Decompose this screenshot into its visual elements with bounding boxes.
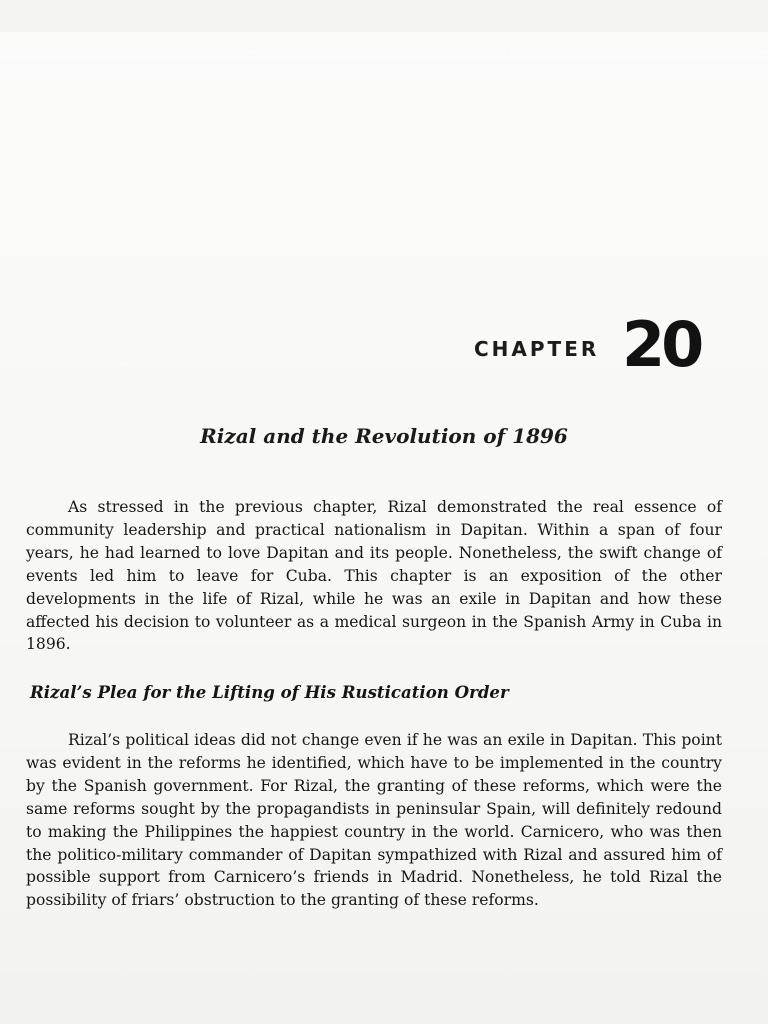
chapter-title: Rizal and the Revolution of 1896 — [200, 424, 568, 448]
chapter-number: 20 — [622, 308, 701, 381]
section-paragraph-text: Rizal’s political ideas did not change even if he was an exile in Dapitan. This point was evident in the reforms he identified, which have to be implemented in the country by the Spanish government. For Rizal, the granting of these reforms, which were the same reforms sought by the propagandists in peninsular Spain, will definitely redound to making the Philippines the happiest country in the world. Carnicero, who was then the politico-military commander of Dapitan sympathized with Rizal and assured him of possible support from Carnicero’s friends in Madrid. Nonetheless, he told Rizal the possibility of friars’ obstruction to the granting of these reforms. — [26, 731, 722, 910]
intro-paragraph — [26, 496, 722, 656]
section-heading: Rizal’s Plea for the Lifting of His Rustication Order — [30, 682, 509, 702]
chapter-label: CHAPTER — [474, 337, 600, 361]
page-top-margin — [0, 0, 768, 32]
chapter-heading — [474, 308, 724, 381]
intro-paragraph-text: As stressed in the previous chapter, Rizal demonstrated the real essence of community leadership and practical nationalism in Dapitan. Within a span of four years, he had learned to love Dapitan and its people. Nonetheless, the swift change of events led him to leave for Cuba. This chapter is an exposition of the other developments in the life of Rizal, while he was an exile in Dapitan and how these affected his decision to volunteer as a medical surgeon in the Spanish Army in Cuba in 1896. — [26, 498, 722, 654]
section-paragraph — [26, 729, 722, 912]
